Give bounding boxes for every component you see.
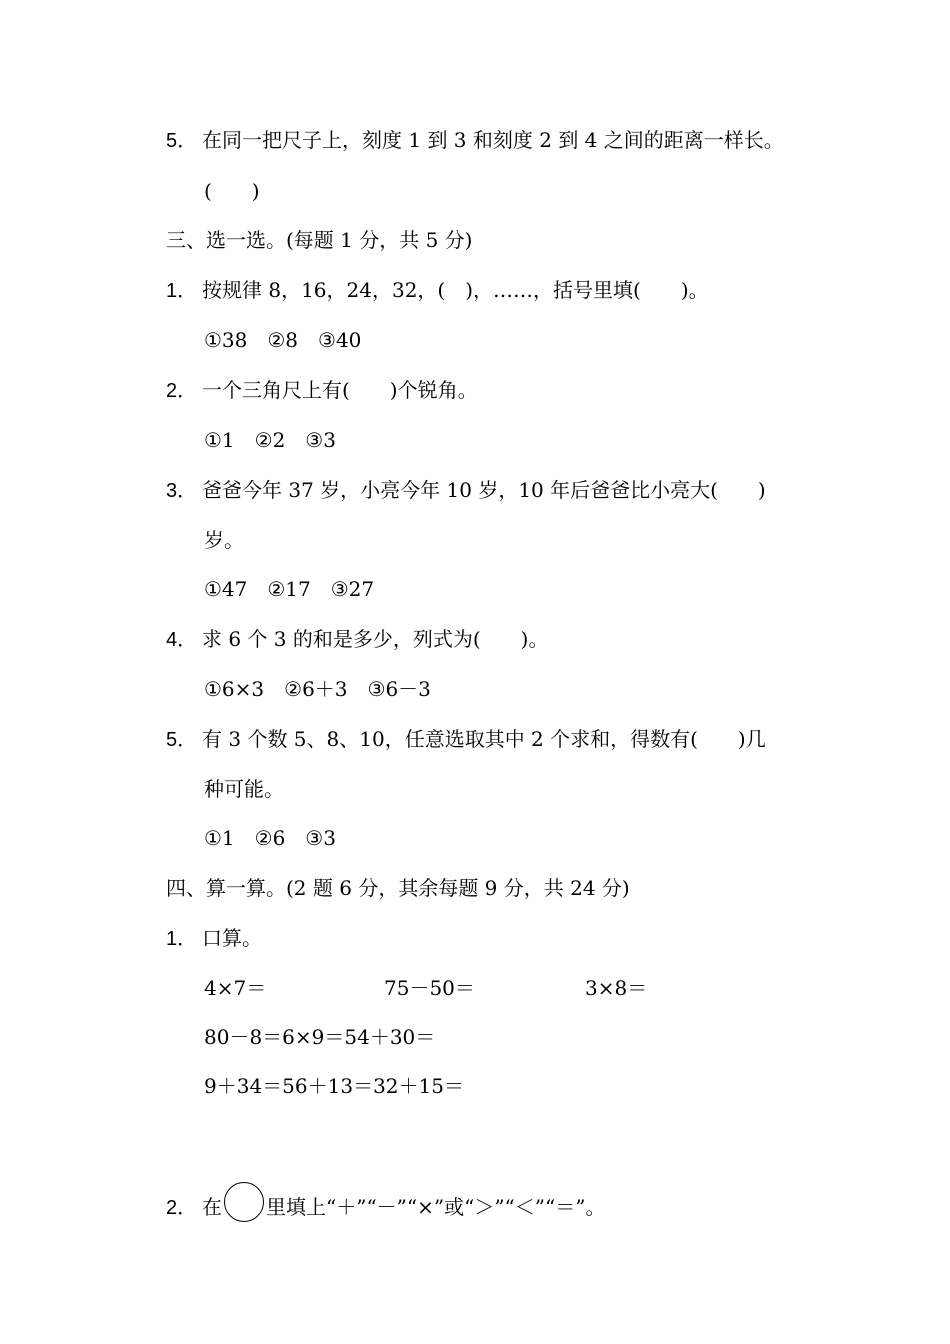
choice-options-5: ①1 ②6 ③3 xyxy=(204,826,336,850)
question-number: 3． xyxy=(166,480,198,502)
answer-blank: ( ) xyxy=(204,179,260,203)
question-text: 口算。 xyxy=(202,926,262,950)
mental-calc-row-2: 80－8＝6×9＝54＋30＝ xyxy=(204,1025,436,1049)
question-number: 5． xyxy=(166,130,198,152)
section-heading-choice: 三、选一选。(每题 1 分，共 5 分) xyxy=(166,228,473,252)
question-number: 2． xyxy=(166,1197,198,1219)
tf-question-5 xyxy=(166,128,784,153)
question-number: 5． xyxy=(166,729,198,751)
question-text: 一个三角尺上有( )个锐角。 xyxy=(202,378,478,402)
choice-question-3 xyxy=(166,478,766,503)
choice-question-5-cont: 种可能。 xyxy=(204,777,284,801)
question-text: 有 3 个数 5、8、10，任意选取其中 2 个求和，得数有( )几 xyxy=(202,727,766,751)
choice-question-3-cont: 岁。 xyxy=(204,528,244,552)
question-text-after: 里填上“＋”“－”“×”或“＞”“＜”“＝”。 xyxy=(266,1195,606,1219)
mental-calc-item: 3×8＝ xyxy=(585,976,648,1000)
question-number: 1． xyxy=(166,280,198,302)
mental-calc-row-3: 9＋34＝56＋13＝32＋15＝ xyxy=(204,1074,464,1098)
question-text-before: 在 xyxy=(202,1195,222,1219)
choice-question-5 xyxy=(166,727,766,752)
choice-options-1: ①38 ②8 ③40 xyxy=(204,328,362,352)
circle-icon xyxy=(224,1182,264,1222)
question-number: 4． xyxy=(166,629,198,651)
mental-calc-item: 4×7＝ xyxy=(204,976,267,1000)
choice-options-2: ①1 ②2 ③3 xyxy=(204,428,336,452)
choice-question-4 xyxy=(166,627,548,652)
choice-question-2 xyxy=(166,378,478,403)
calc-question-1 xyxy=(166,926,262,951)
question-text: 在同一把尺子上，刻度 1 到 3 和刻度 2 到 4 之间的距离一样长。 xyxy=(202,128,784,152)
question-number: 2． xyxy=(166,380,198,402)
question-text: 求 6 个 3 的和是多少，列式为( )。 xyxy=(202,627,549,651)
question-text: 按规律 8，16，24，32，( )，……，括号里填( )。 xyxy=(202,278,709,302)
question-text: 爸爸今年 37 岁，小亮今年 10 岁，10 年后爸爸比小亮大( ) xyxy=(202,478,766,502)
choice-options-3: ①47 ②17 ③27 xyxy=(204,577,375,601)
section-heading-calculate: 四、算一算。(2 题 6 分，其余每题 9 分，共 24 分) xyxy=(166,876,630,900)
mental-calc-item: 75－50＝ xyxy=(384,976,475,1000)
calc-question-2 xyxy=(166,1182,605,1222)
choice-options-4: ①6×3 ②6＋3 ③6－3 xyxy=(204,677,431,701)
question-number: 1． xyxy=(166,928,198,950)
choice-question-1 xyxy=(166,278,709,303)
